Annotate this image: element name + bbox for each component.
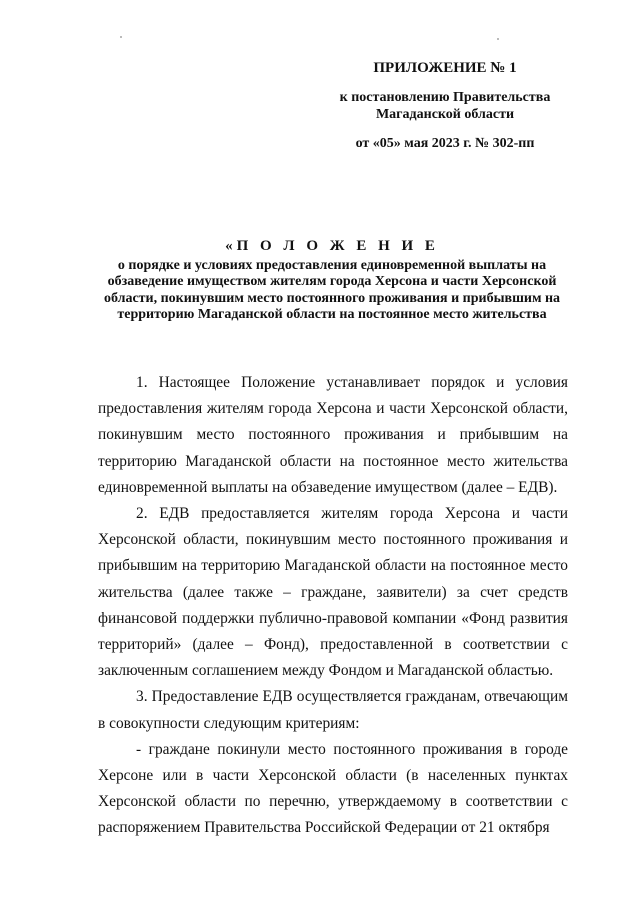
paragraph-3: 3. Предоставление ЕДВ осуществляется гражданам, отвечающим в совокупности следующим критериям:: [98, 688, 568, 732]
paragraph-2: 2. ЕДВ предоставляется жителям города Херсона и части Херсонской области, покинувшим место постоянного проживания и прибывшим на территорию Магаданской области на постоянное место жительства (далее также – граждане, заявители) за счет средств финансовой поддержки публично-правовой компании «Фонд развития территорий» (далее – Фонд), предоставленной в соответствии с заключенным соглашением между Фондом и Магаданской областью.: [98, 505, 568, 680]
appendix-title: ПРИЛОЖЕНИЕ № 1: [373, 60, 517, 76]
appendix-block: [330, 60, 560, 152]
document-body: [98, 370, 568, 842]
scan-speck: [120, 36, 122, 38]
paragraph-1: 1. Настоящее Положение устанавливает порядок и условия предоставления жителям города Херсона и части Херсонской области, покинувшим место постоянного проживания и прибывшим на территорию Магаданской области на постоянное место жительства единовременной выплаты на обзаведение имуществом (далее – ЕДВ).: [98, 374, 568, 496]
paragraph-4: - граждане покинули место постоянного проживания в городе Херсоне или в части Херсонской области (в населенных пунктах Херсонской области по перечню, утверждаемому в соответствии с распоряжением Правительства Российской Федерации от 21 октября: [98, 740, 568, 837]
appendix-date: от «05» мая 2023 г. № 302-пп: [355, 136, 535, 151]
scan-speck: [497, 38, 499, 40]
heading-keyword: «П О Л О Ж Е Н И Е: [225, 238, 439, 254]
heading-text: о порядке и условиях предоставления единовременной выплаты на обзаведение имуществом жителям города Херсона и части Херсонской области, покинувшим место постоянного проживания и прибывшим на территорию Магаданской области на постоянное место жительства: [103, 257, 561, 322]
appendix-subtitle: к постановлению Правительства Магаданской области: [339, 90, 551, 122]
document-heading: [96, 238, 568, 324]
